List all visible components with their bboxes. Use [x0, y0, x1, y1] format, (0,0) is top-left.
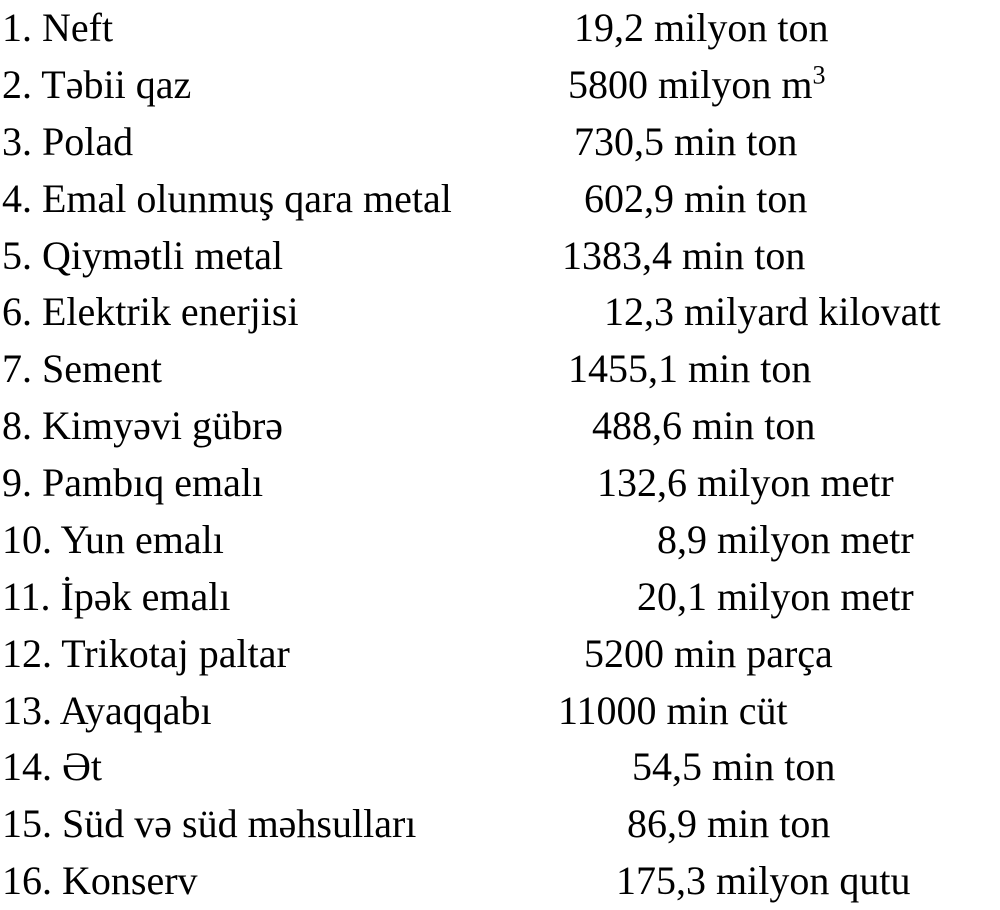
- item-label: 8. Kimyəvi gübrə: [2, 403, 284, 449]
- item-value-text: 11000 min cüt: [558, 687, 788, 733]
- item-value-text: 132,6 milyon metr: [597, 460, 894, 505]
- item-value: [568, 341, 811, 398]
- item-label: 6. Elektrik enerjisi: [2, 289, 299, 335]
- item-label: 13. Ayaqqabı: [2, 687, 212, 733]
- item-value: [574, 114, 797, 171]
- list-item: [0, 739, 1000, 796]
- item-value: [597, 455, 894, 512]
- item-value: [584, 171, 807, 228]
- item-label: 1. Neft: [2, 5, 114, 50]
- item-label: 2. Təbii qaz: [2, 61, 192, 107]
- list-item: [0, 57, 1000, 114]
- item-label: 16. Konserv: [2, 858, 198, 904]
- item-value: [632, 739, 835, 796]
- item-label: 9. Pambıq emalı: [2, 460, 264, 505]
- list-item: [0, 683, 1000, 740]
- item-label: 4. Emal olunmuş qara metal: [2, 175, 452, 221]
- item-value: [574, 0, 828, 57]
- item-label: 12. Trikotaj paltar: [2, 630, 290, 676]
- item-value: [616, 853, 910, 910]
- item-value: [637, 569, 914, 626]
- list-item: [0, 569, 1000, 626]
- list-item: [0, 626, 1000, 683]
- list-item: [0, 228, 1000, 285]
- item-value-text: 1383,4 min ton: [562, 232, 806, 278]
- item-value-superscript: 3: [812, 60, 826, 90]
- item-value-text: 1455,1 min ton: [568, 346, 812, 392]
- item-value: [604, 284, 941, 341]
- item-label: 7. Sement: [2, 346, 162, 392]
- list-item: [0, 512, 1000, 569]
- list-item: [0, 0, 1000, 57]
- item-label: 15. Süd və süd məhsulları: [2, 801, 417, 847]
- item-label: 14. Ət: [2, 744, 102, 790]
- list-item: [0, 853, 1000, 910]
- item-label: 11. İpək emalı: [2, 573, 231, 619]
- item-label: 10. Yun emalı: [2, 516, 224, 562]
- item-value: [568, 57, 825, 114]
- item-value-text: 175,3 milyon qutu: [616, 858, 911, 904]
- item-value-text: 602,9 min ton: [584, 175, 808, 221]
- item-value: [627, 796, 830, 853]
- item-value-text: 488,6 min ton: [592, 403, 816, 449]
- list-item: [0, 114, 1000, 171]
- item-value-text: 8,9 milyon metr: [657, 516, 914, 562]
- item-label: 5. Qiymətli metal: [2, 232, 284, 278]
- item-value-text: 20,1 milyon metr: [637, 573, 914, 619]
- item-value-text: 730,5 min ton: [574, 118, 798, 164]
- list-item: [0, 171, 1000, 228]
- item-value: [592, 398, 815, 455]
- item-value: [558, 683, 788, 740]
- item-value: [657, 512, 914, 569]
- list-item: [0, 796, 1000, 853]
- item-value-text: 5800 milyon m: [568, 61, 813, 107]
- list-item: [0, 398, 1000, 455]
- item-value: [584, 626, 833, 683]
- list-item: [0, 284, 1000, 341]
- list-item: [0, 455, 1000, 512]
- item-value-text: 19,2 milyon ton: [574, 5, 829, 50]
- item-value-text: 12,3 milyard kilovatt: [604, 289, 941, 335]
- item-value: [562, 228, 805, 285]
- item-value-text: 86,9 min ton: [627, 801, 831, 847]
- list-item: [0, 341, 1000, 398]
- item-value-text: 54,5 min ton: [632, 744, 836, 790]
- item-label: 3. Polad: [2, 118, 134, 164]
- item-value-text: 5200 min parça: [584, 630, 833, 676]
